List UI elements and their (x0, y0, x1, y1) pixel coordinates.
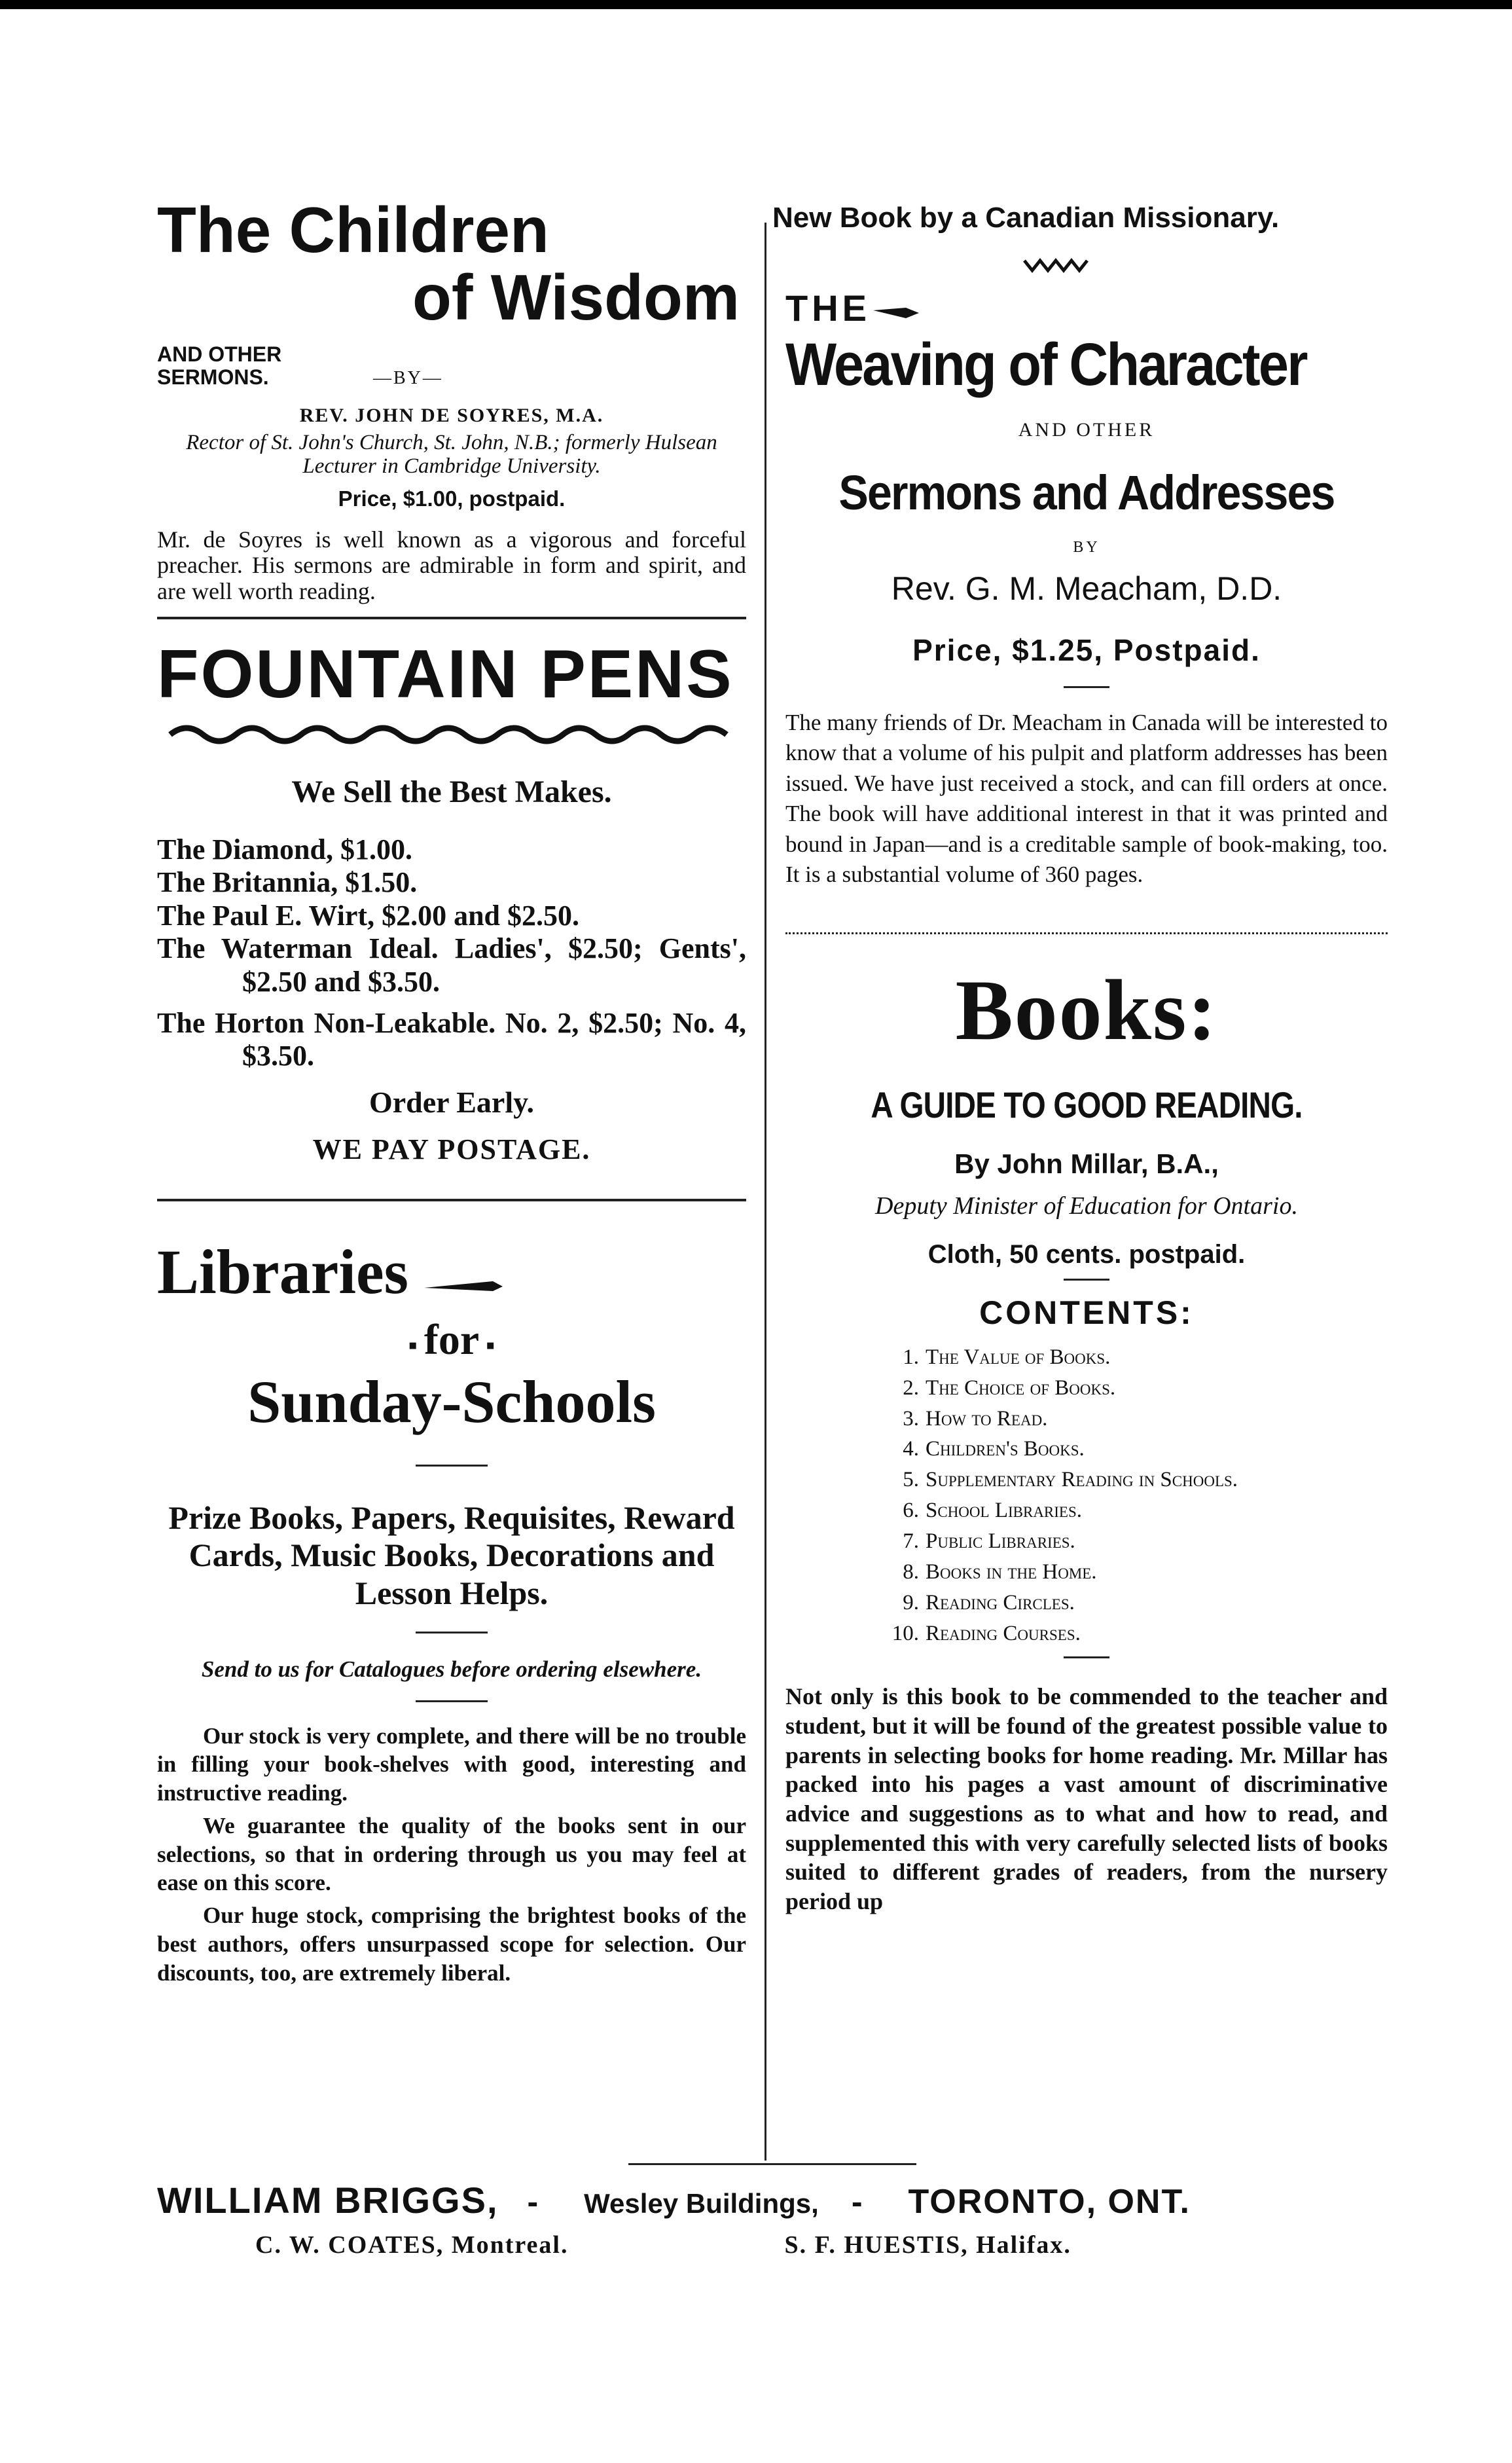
books-price: Cloth, 50 cents. postpaid. (927, 1239, 1246, 1269)
pointing-ornament (424, 1273, 503, 1293)
pens-item: The Horton Non-Leakable. No. 2, $2.50; No. 4, $3.50. (157, 1006, 746, 1072)
contents-item-number: 2. (903, 1376, 919, 1400)
pens-item: The Waterman Ideal. Ladies', $2.50; Gents', $2.50 and $3.50. (157, 932, 746, 998)
section-divider (157, 617, 746, 619)
children-title-line1: The Children (157, 194, 549, 266)
short-rule (1064, 686, 1109, 688)
weaving-by: BY (1073, 538, 1100, 556)
contents-list (884, 1342, 1388, 1649)
footer-dash: - (851, 2183, 863, 2220)
libraries-paragraph: We guarantee the quality of the books sent in our selections, so that in ordering through us you may feel at ease on this score. (157, 1812, 746, 1896)
libraries-title-line1 (157, 1236, 746, 1307)
fountain-pens-ad (157, 636, 746, 1166)
books-title: Books: (955, 961, 1218, 1058)
children-title-line2: of Wisdom (412, 261, 740, 333)
short-rule (1064, 1656, 1109, 1658)
footer-publisher: WILLIAM BRIGGS, (157, 2180, 499, 2221)
libraries-paragraph: Our huge stock, comprising the brightest books of the best authors, offers unsurpassed scope for selection. Our discounts, too, are extremely liberal. (157, 1903, 746, 1986)
children-of-wisdom-ad (157, 196, 746, 605)
footer-rule (628, 2163, 916, 2165)
footer-montreal: C. W. COATES, Montreal. (255, 2231, 569, 2259)
contents-item (884, 1618, 1388, 1649)
short-rule (1064, 1279, 1109, 1281)
contents-item (884, 1557, 1388, 1588)
contents-item-text: School Libraries. (926, 1499, 1083, 1523)
footer-dash: - (527, 2183, 539, 2220)
books-subtitle: A GUIDE TO GOOD READING. (871, 1084, 1303, 1125)
children-by: —BY— (373, 368, 443, 389)
weaving-author: Rev. G. M. Meacham, D.D. (891, 570, 1282, 607)
contents-item-number: 1. (903, 1345, 919, 1369)
pens-tagline: We Sell the Best Makes. (291, 774, 612, 809)
books-author: By John Millar, B.A., (954, 1148, 1219, 1179)
children-subtitle-row (157, 343, 746, 389)
left-column (157, 196, 746, 1987)
contents-item (884, 1588, 1388, 1618)
contents-item-number: 4. (903, 1437, 919, 1461)
books-contents-heading: CONTENTS: (979, 1294, 1194, 1331)
pens-item: The Paul E. Wirt, $2.00 and $2.50. (157, 899, 580, 932)
contents-item-text: How to Read. (926, 1406, 1048, 1431)
contents-item-number: 3. (903, 1406, 919, 1431)
publisher-footer (157, 2179, 1375, 2259)
weaving-of-character-ad (772, 202, 1388, 890)
pens-item: The Britannia, $1.50. (157, 866, 418, 899)
libraries-title-line2 (157, 1315, 746, 1365)
libraries-for: for (423, 1315, 480, 1364)
pens-title: FOUNTAIN PENS (157, 636, 734, 712)
books-description: Not only is this book to be commended to the teacher and student, but it will be found of the greatest possible value to parents in selecting books for home reading. Mr. Millar has packed into his pages a vast amount of discriminative advice and suggestions as to what and how to read, and supplemented this with very carefully selected lists of books suited to different grades of readers, from the nursery period up (785, 1683, 1388, 1914)
ornament-dash: ▪ (479, 1330, 495, 1360)
dotted-divider (785, 932, 1388, 934)
wavy-ornament (157, 721, 746, 748)
books-position: Deputy Minister of Education for Ontario. (875, 1192, 1298, 1220)
contents-item-text: Children's Books. (926, 1437, 1085, 1461)
weaving-and-other: AND OTHER (1018, 418, 1155, 441)
short-rule (416, 1465, 488, 1467)
libraries-paragraphs (157, 1722, 746, 1988)
small-wavy-ornament (1021, 254, 1100, 274)
weaving-price: Price, $1.25, Postpaid. (912, 632, 1261, 667)
children-subtitle-line2: SERMONS. (157, 365, 269, 389)
footer-agents-row (157, 2231, 1375, 2259)
right-column (772, 196, 1388, 1916)
weaving-description: The many friends of Dr. Meacham in Canada will be interested to know that a volume of his pulpit and platform addresses has been issued. We have just received a stock, and can fill orders at once. The book will have additional interest in that it was printed and bound in Japan—and is a creditable sample of book-making, too. It is a substantial volume of 360 pages. (785, 709, 1388, 888)
pens-list (157, 833, 746, 1073)
weaving-the-row (785, 287, 1388, 329)
contents-item-number: 8. (903, 1560, 919, 1584)
pens-item: The Diamond, $1.00. (157, 833, 412, 866)
contents-item-text: The Value of Books. (926, 1345, 1111, 1369)
contents-item-number: 9. (903, 1590, 919, 1615)
column-divider (765, 223, 766, 2161)
weaving-heading: New Book by a Canadian Missionary. (772, 202, 1280, 234)
children-affiliation: Rector of St. John's Church, St. John, N.B.; formerly Hulsean Lecturer in Cambridge University. (186, 431, 717, 479)
libraries-items: Prize Books, Papers, Requisites, Reward Cards, Music Books, Decorations and Lesson Helps. (168, 1499, 735, 1611)
short-rule (416, 1632, 488, 1633)
children-description: Mr. de Soyres is well known as a vigorous and forceful preacher. His sermons are admirable in form and spirit, and are well worth reading. (157, 526, 746, 604)
children-price: Price, $1.00, postpaid. (338, 486, 566, 511)
pointing-ornament (873, 304, 919, 321)
libraries-send: Send to us for Catalogues before ordering elsewhere. (201, 1656, 702, 1683)
books-guide-ad (785, 961, 1388, 1916)
contents-item-text: Public Libraries. (926, 1529, 1075, 1554)
contents-item-number: 7. (903, 1529, 919, 1554)
libraries-ad (157, 1236, 746, 1988)
contents-item-number: 6. (903, 1499, 919, 1523)
children-author: REV. JOHN DE SOYRES, M.A. (299, 405, 604, 427)
footer-address: Wesley Buildings, (584, 2188, 819, 2219)
libraries-title-text: Libraries (157, 1236, 408, 1307)
contents-item (884, 1342, 1388, 1373)
children-subtitle-line1: AND OTHER (157, 342, 282, 366)
contents-item (884, 1526, 1388, 1557)
contents-item-text: Supplementary Reading in Schools. (926, 1468, 1238, 1492)
contents-item (884, 1465, 1388, 1495)
footer-halifax: S. F. HUESTIS, Halifax. (784, 2231, 1071, 2259)
weaving-title: Weaving of Character (785, 331, 1306, 398)
pens-order: Order Early. (369, 1085, 535, 1119)
children-subtitle (157, 343, 340, 389)
footer-main-row (157, 2179, 1375, 2221)
footer-city: TORONTO, ONT. (908, 2183, 1191, 2221)
section-divider (157, 1199, 746, 1201)
contents-item (884, 1404, 1388, 1434)
ornament-dash: ▪ (408, 1330, 424, 1360)
contents-item-text: Reading Circles. (926, 1590, 1075, 1615)
contents-item (884, 1495, 1388, 1526)
pens-postage: WE PAY POSTAGE. (312, 1133, 591, 1165)
contents-item-text: Books in the Home. (926, 1560, 1097, 1584)
weaving-the: THE (785, 287, 871, 329)
contents-item (884, 1434, 1388, 1465)
page-top-border (0, 0, 1512, 9)
libraries-title-line3: Sunday-Schools (247, 1368, 656, 1435)
contents-item-number: 5. (903, 1468, 919, 1492)
contents-item-text: The Choice of Books. (926, 1376, 1116, 1400)
libraries-paragraph: Our stock is very complete, and there will be no trouble in filling your book-shelves with good, interesting and instructive reading. (157, 1723, 746, 1806)
contents-item-number: 10. (891, 1621, 919, 1645)
contents-item (884, 1373, 1388, 1404)
short-rule (416, 1700, 488, 1702)
weaving-subtitle: Sermons and Addresses (838, 465, 1335, 520)
contents-item-text: Reading Courses. (926, 1621, 1081, 1645)
